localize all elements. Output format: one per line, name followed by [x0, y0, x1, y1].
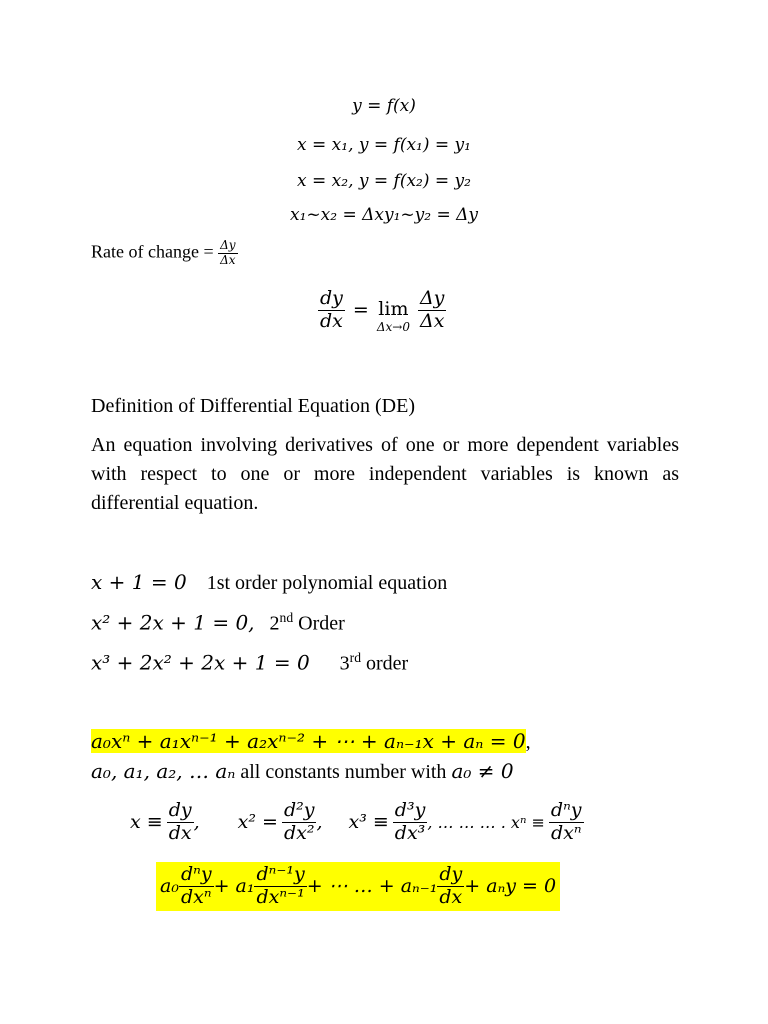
de-plus-a1: + a₁: [213, 875, 255, 898]
derivative-limit: [318, 287, 446, 334]
poly1-math: x + 1 = 0: [91, 570, 187, 594]
poly-second-order: [91, 610, 345, 636]
de-frac2-den: dxⁿ⁻¹: [256, 885, 305, 908]
poly3-math: x³ + 2x² + 2x + 1 = 0: [91, 650, 310, 675]
poly2-order-sup: nd: [279, 610, 294, 625]
map1-lhs: x ≡: [130, 811, 163, 834]
delta-y-numerator: Δy: [419, 287, 445, 310]
constants-list: a₀, a₁, a₂, … aₙ: [91, 759, 236, 783]
map2-fraction: [282, 800, 317, 845]
equation-x2: x = x₂, y = f(x₂) = y₂: [297, 171, 471, 191]
lim-subscript: Δx→0: [376, 319, 410, 334]
map4-fraction: [549, 800, 584, 845]
map1-num: dy: [168, 799, 192, 821]
constants-line: [91, 759, 514, 784]
rate-fraction: [218, 239, 237, 268]
general-comma: ,: [525, 731, 531, 753]
map2-tail: ,: [316, 811, 323, 834]
map4-den: dxⁿ: [550, 821, 582, 844]
de-frac3-num: dy: [439, 863, 463, 885]
de-a0: a₀: [160, 875, 179, 898]
general-polynomial-highlight: a₀xⁿ + a₁xⁿ⁻¹ + a₂xⁿ⁻² + ⋯ + aₙ₋₁x + aₙ = 0: [91, 729, 526, 753]
equals-sign: =: [352, 299, 369, 322]
poly-first-order: [91, 570, 447, 595]
map3-fraction: [393, 800, 428, 845]
rate-of-change: [91, 239, 238, 268]
definition-paragraph: An equation involving derivatives of one or more dependent variables with respect to one or more independent variables is known as differential equation.: [91, 434, 679, 514]
map1-den: dx: [168, 821, 192, 844]
linear-differential-equation: [156, 862, 560, 911]
de-frac1-den: dxⁿ: [180, 885, 212, 908]
map3-num: d³y: [394, 799, 426, 821]
map3-den: dx³: [394, 821, 426, 844]
power-derivative-mapping: [130, 800, 584, 845]
limit-operator: [377, 287, 410, 334]
dx-denominator: dx: [320, 309, 343, 332]
poly3-order-word: order: [361, 652, 409, 675]
dy-numerator: dy: [320, 287, 343, 310]
de-end: + aₙy = 0: [464, 875, 557, 898]
delta-x-denominator: Δx: [419, 309, 445, 332]
rate-label: Rate of change =: [91, 241, 214, 262]
de-frac2-num: dⁿ⁻¹y: [256, 863, 305, 885]
delta-fraction: [418, 288, 446, 333]
equation-delta: x₁~x₂ = Δxy₁~y₂ = Δy: [290, 205, 478, 225]
rate-denominator: Δx: [220, 252, 236, 267]
constants-text: all constants number with: [235, 761, 452, 783]
section-heading: Definition of Differential Equation (DE): [91, 395, 415, 417]
map3-tail: , … … … . xⁿ ≡: [427, 812, 545, 832]
poly-third-order: [91, 650, 408, 676]
poly1-text: 1st order polynomial equation: [206, 572, 448, 594]
equation-y-fx: y = f(x): [352, 96, 416, 116]
map2-lhs: x² =: [237, 811, 278, 834]
poly2-order-num: 2: [269, 612, 280, 635]
general-polynomial: [91, 729, 531, 754]
poly2-math: x² + 2x + 1 = 0,: [91, 610, 255, 635]
lim-text: lim: [378, 298, 409, 320]
de-frac1-num: dⁿy: [180, 863, 212, 885]
equation-x1: x = x₁, y = f(x₁) = y₁: [297, 135, 471, 155]
map4-num: dⁿy: [550, 799, 582, 821]
map3-lhs: x³ ≡: [348, 811, 389, 834]
constants-condition: a₀ ≠ 0: [451, 759, 514, 783]
map1-tail: ,: [193, 811, 200, 834]
map1-fraction: [167, 800, 194, 845]
map2-num: d²y: [283, 799, 315, 821]
rate-numerator: Δy: [220, 238, 236, 252]
poly3-order-sup: rd: [349, 650, 361, 665]
de-frac1: [179, 864, 214, 909]
dy-dx-fraction: [318, 288, 345, 333]
de-frac3-den: dx: [439, 885, 463, 908]
de-frac3: [437, 864, 464, 909]
poly3-order-num: 3: [339, 652, 350, 675]
map2-den: dx²: [283, 821, 315, 844]
de-mid: + ⋯ … + aₙ₋₁: [306, 875, 438, 898]
de-frac2: [254, 864, 306, 909]
poly2-order-word: Order: [293, 612, 345, 635]
